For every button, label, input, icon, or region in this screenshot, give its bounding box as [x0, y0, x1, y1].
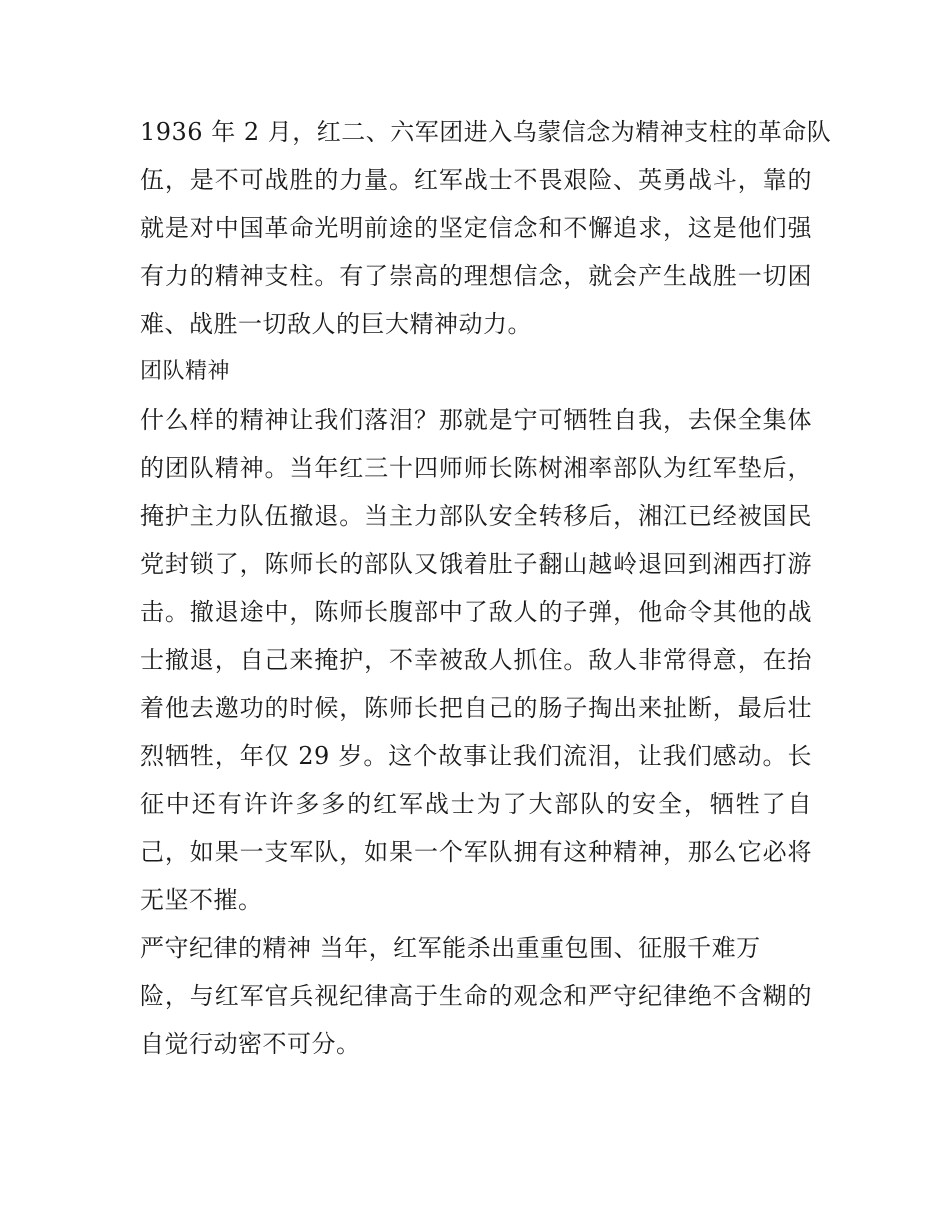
text-line-9: 掩护主力队伍撤退。当主力部队安全转移后，湘江已经被国民 — [140, 502, 812, 530]
text-line-17: 无坚不摧。 — [140, 886, 263, 914]
text-line-16: 己，如果一支军队，如果一个军队拥有这种精神，那么它必将 — [140, 838, 812, 866]
text-line-11: 击。撤退途中，陈师长腹部中了敌人的子弹，他命令其他的战 — [140, 598, 812, 626]
text-line-19: 险，与红军官兵视纪律高于生命的观念和严守纪律绝不含糊的 — [140, 982, 812, 1010]
text-line-18: 严守纪律的精神 当年，红军能杀出重重包围、征服千难万 — [140, 934, 761, 962]
document-body — [140, 108, 832, 1068]
text-line-13: 着他去邀功的时候，陈师长把自己的肠子掏出来扯断，最后壮 — [140, 694, 812, 722]
text-line-4: 有力的精神支柱。有了崇高的理想信念，就会产生战胜一切困 — [140, 262, 812, 290]
text-line-1: 1936 年 2 月，红二、六军团进入乌蒙信念为精神支柱的革命队 — [140, 118, 832, 146]
text-line-3: 就是对中国革命光明前途的坚定信念和不懈追求，这是他们强 — [140, 214, 812, 242]
text-line-12: 士撤退，自己来掩护，不幸被敌人抓住。敌人非常得意，在抬 — [140, 646, 812, 674]
text-line-20: 自觉行动密不可分。 — [140, 1030, 361, 1058]
text-line-5: 难、战胜一切敌人的巨大精神动力。 — [140, 310, 532, 338]
section-heading-team-spirit: 团队精神 — [140, 359, 231, 384]
text-line-15: 征中还有许许多多的红军战士为了大部队的安全，牺牲了自 — [140, 790, 812, 818]
text-line-2: 伍，是不可战胜的力量。红军战士不畏艰险、英勇战斗，靠的 — [140, 166, 812, 194]
text-line-14: 烈牺牲，年仅 29 岁。这个故事让我们流泪，让我们感动。长 — [140, 742, 812, 770]
text-line-8: 的团队精神。当年红三十四师师长陈树湘率部队为红军垫后， — [140, 454, 812, 482]
text-line-7: 什么样的精神让我们落泪？那就是宁可牺牲自我，去保全集体 — [140, 406, 812, 434]
text-line-10: 党封锁了，陈师长的部队又饿着肚子翻山越岭退回到湘西打游 — [140, 550, 812, 578]
